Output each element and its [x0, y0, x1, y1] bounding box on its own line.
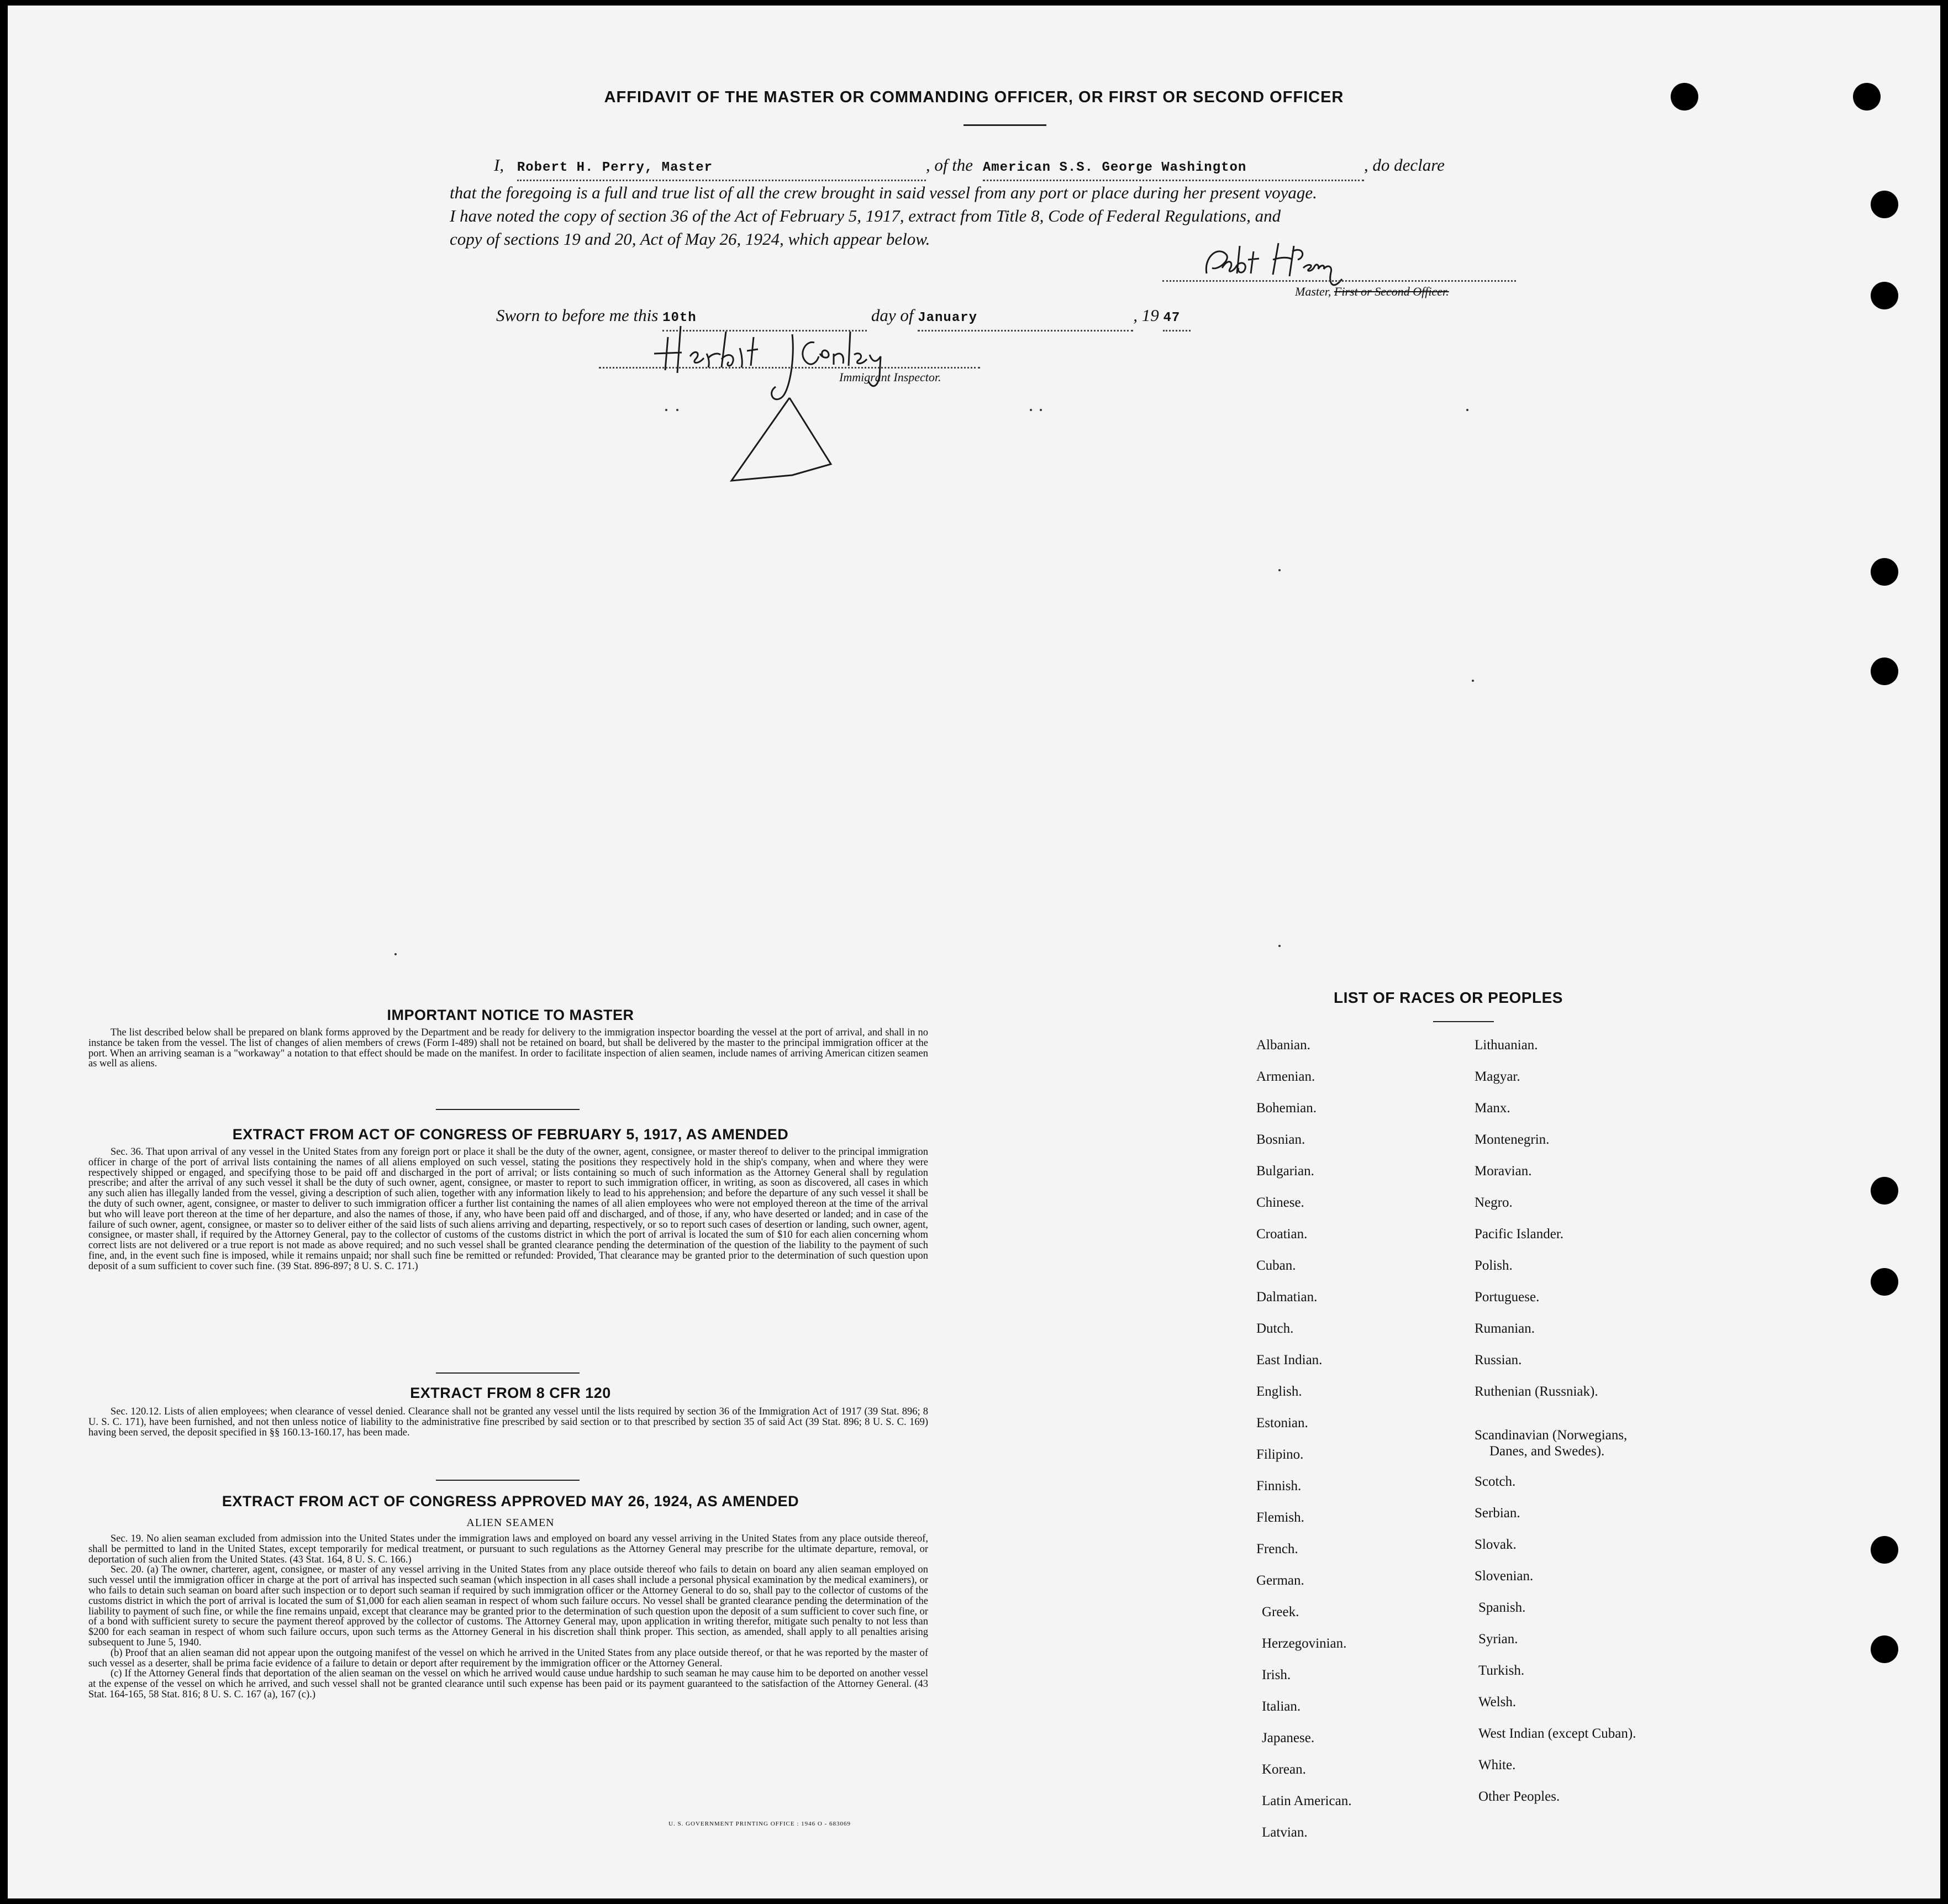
race-item: Irish. — [1262, 1668, 1291, 1682]
inspector-caption: Immigrant Inspector. — [839, 370, 941, 384]
race-item: Rumanian. — [1475, 1321, 1535, 1336]
alien-seamen-subtitle: ALIEN SEAMEN — [466, 1517, 555, 1529]
race-item: Bulgarian. — [1256, 1164, 1314, 1179]
race-item: Magyar. — [1475, 1069, 1520, 1084]
decl-line4: copy of sections 19 and 20, Act of May 26, 1924, which appear below. — [450, 229, 930, 249]
race-item: Korean. — [1262, 1762, 1306, 1777]
race-item: Manx. — [1475, 1101, 1510, 1116]
notice-paragraph: The list described below shall be prepared on blank forms approved by the Department and be ready for delivery to the immigration inspector boarding the vessel at the port of arrival, and shall in no instance be taken from the vessel. The list of changes of alien members of crews (Form I-489) shall not be retained on board, but shall be delivered by the master to the principal immigration officer at the port. When an arriving seaman is a "workaway" a notation to that effect should be made on the manifest. In order to facilitate inspection of alien seamen, include names of arriving American citizen seamen as well as aliens. — [88, 1027, 928, 1070]
race-item: Pacific Islander. — [1475, 1227, 1564, 1242]
race-item: German. — [1256, 1573, 1304, 1588]
race-item: Finnish. — [1256, 1479, 1302, 1493]
race-item: Herzegovinian. — [1262, 1636, 1347, 1651]
race-item: East Indian. — [1256, 1353, 1323, 1367]
race-item: White. — [1478, 1758, 1516, 1772]
master-signature-line — [1162, 280, 1516, 282]
race-item: Syrian. — [1478, 1632, 1518, 1647]
extract-8cfr-text — [88, 1407, 928, 1438]
race-item: Russian. — [1475, 1353, 1522, 1367]
race-item: Dutch. — [1256, 1321, 1294, 1336]
race-item: Polish. — [1475, 1258, 1513, 1273]
punch-hole — [1671, 83, 1698, 111]
extract-1917-paragraph: Sec. 36. That upon arrival of any vessel in the United States from any foreign port or place it shall be the duty of the owner, agent, consignee, or master thereof to deliver to the principal immigration officer in charge of the port of arrival lists containing the names of all aliens employed on such vessel, stating the positions they respectively hold in the ship's company, when and where they were respectively shipped or engaged, and specifying those to be paid off and discharged in the port of arrival; or lists containing so much of such information as the Attorney General shall by regulation prescribe; and after the arrival of any such vessel it shall be the duty of such owner, agent, consignee, or master to report to such immigration officer, in writing, as soon as discovered, all cases in which any such alien has illegally landed from the vessel, giving a description of such alien, together with any information likely to lead to his apprehension; and before the departure of any such vessel it shall be the duty of such owner, agent, consignee, or master to deliver to such immigration officer a further list containing the names of all alien employees who were not employed thereon at the time of the arrival but who will leave port thereon at the time of her departure, and also the names of those, if any, who have been paid off and discharged, and of those, if any, who have deserted or landed; and in case of the failure of such owner, agent, consignee, or master so to deliver either of the said lists of such aliens arriving and departing, respectively, or so to report such cases of desertion or landing, such owner, agent, consignee, or master shall, if required by the Attorney General, pay to the collector of customs of the customs district in which the port of arrival is located the sum of $10 for each alien concerning whom correct lists are not delivered or a true report is not made as above required; and no such vessel shall be granted clearance pending the determination of the question of the liability to the payment of such fine, and, in the event such fine is imposed, while it remains unpaid; nor shall such fine be remitted or refunded: Provided, That clearance may be granted prior to the determination of such question upon deposit of a sum sufficient to cover such fine. (39 Stat. 896-897; 8 U. S. C. 171.) — [88, 1146, 928, 1272]
notice-title: IMPORTANT NOTICE TO MASTER — [387, 1007, 634, 1023]
decl-line3: I have noted the copy of section 36 of the Act of February 5, 1917, extract from Title 8, Code of Federal Regulations, and — [450, 206, 1281, 225]
race-item: Welsh. — [1478, 1695, 1517, 1710]
speck — [394, 953, 397, 955]
decl-line2: that the foregoing is a full and true list of all the crew brought in said vessel from any port or place during her present voyage. — [450, 183, 1317, 202]
race-item: Serbian. — [1475, 1506, 1520, 1521]
extract-1917-title: EXTRACT FROM ACT OF CONGRESS OF FEBRUARY 5, 1917, AS AMENDED — [232, 1126, 789, 1143]
section-rule — [436, 1372, 580, 1374]
race-item: Latvian. — [1262, 1825, 1308, 1840]
sec-20b-paragraph: (b) Proof that an alien seaman did not appear upon the outgoing manifest of the vessel on which he arrived in the United States from any place outside thereof, or that he was reported by the master of such vessel as a deserter, shall be prima facie evidence of a failure to detain or deport after requirement by the immigration officer or the Attorney General. — [88, 1647, 928, 1669]
speck — [665, 409, 667, 411]
punch-hole — [1871, 558, 1898, 586]
extract-1924-title: EXTRACT FROM ACT OF CONGRESS APPROVED MAY 26, 1924, AS AMENDED — [222, 1493, 799, 1509]
speck — [1466, 409, 1468, 411]
speck — [1472, 680, 1474, 682]
race-item: Albanian. — [1256, 1038, 1310, 1053]
race-item: Turkish. — [1478, 1663, 1525, 1678]
races-rule — [1433, 1021, 1494, 1022]
race-item: Montenegrin. — [1475, 1132, 1550, 1147]
extract-1924-text — [88, 1534, 928, 1700]
race-item: West Indian (except Cuban). — [1478, 1726, 1636, 1741]
gpo-imprint: U. S. GOVERNMENT PRINTING OFFICE : 1946 O - 683069 — [668, 1821, 851, 1827]
decl-i: I, — [494, 155, 504, 175]
month-field — [918, 304, 1133, 332]
race-item: Dalmatian. — [1256, 1290, 1318, 1305]
speck — [1030, 409, 1032, 411]
day-of-label: day of — [871, 306, 914, 325]
race-item: English. — [1256, 1384, 1302, 1399]
section-rule — [436, 1480, 580, 1481]
race-item: Ruthenian (Russniak). — [1475, 1384, 1598, 1399]
title-rule — [964, 124, 1046, 126]
race-item: Bohemian. — [1256, 1101, 1317, 1116]
speck — [1278, 569, 1281, 571]
race-item: Bosnian. — [1256, 1132, 1305, 1147]
punch-hole — [1853, 83, 1881, 111]
punch-hole — [1871, 658, 1898, 685]
extract-8cfr-title: EXTRACT FROM 8 CFR 120 — [410, 1385, 611, 1401]
inspector-signature-line — [599, 367, 980, 369]
year-field — [1163, 304, 1191, 332]
speck — [1278, 945, 1281, 947]
punch-hole — [1871, 282, 1898, 309]
race-item: Japanese. — [1262, 1731, 1315, 1745]
race-item: Chinese. — [1256, 1195, 1304, 1210]
month-value: January — [918, 311, 978, 325]
punch-hole — [1871, 191, 1898, 218]
race-item: Filipino. — [1256, 1447, 1304, 1462]
sec-20c-paragraph: (c) If the Attorney General finds that deportation of the alien seaman on the vessel on which he arrived would cause undue hardship to such seaman he may cause him to be deported on another vessel at the expense of the vessel on which he arrived, and such vessel shall not be granted clearance until such expense has been paid or its payment guaranteed to the satisfaction of the Attorney General. (43 Stat. 164-165, 58 Stat. 816; 8 U. S. C. 167 (a), 167 (c).) — [88, 1668, 928, 1700]
race-item: Spanish. — [1478, 1600, 1526, 1615]
speck — [1040, 409, 1042, 411]
extract-8cfr-paragraph: Sec. 120.12. Lists of alien employees; when clearance of vessel denied. Clearance shall not be granted any vessel until the lists required by section 36 of the Immigration Act of 1917 (39 Stat. 896; 8 U. S. C. 171), have been furnished, and not then unless notice of liability to the administrative fine prescribed by said section or to that prescribed by section 35 of said Act (39 Stat. 896; 8 U. S. C. 169) having been served, the deposit specified in §§ 160.13-160.17, has been made. — [88, 1406, 928, 1438]
affidavit-title: AFFIDAVIT OF THE MASTER OR COMMANDING OFFICER, OR FIRST OR SECOND OFFICER — [604, 88, 1344, 106]
race-item: French. — [1256, 1542, 1298, 1556]
race-item: Lithuanian. — [1475, 1038, 1538, 1053]
master-name-field — [517, 154, 926, 181]
race-item: Greek. — [1262, 1605, 1299, 1619]
race-item: Italian. — [1262, 1699, 1301, 1714]
extract-1917-text — [88, 1147, 928, 1272]
notice-text — [88, 1028, 928, 1069]
race-item: Armenian. — [1256, 1069, 1315, 1084]
race-item: Flemish. — [1256, 1510, 1304, 1525]
race-item: Scandinavian (Norwegians, — [1475, 1428, 1628, 1443]
punch-hole — [1871, 1536, 1898, 1564]
section-rule — [436, 1109, 580, 1110]
officer-caption-struck: First or Second Officer. — [1334, 285, 1449, 298]
master-caption — [1295, 285, 1449, 299]
race-item: Moravian. — [1475, 1164, 1532, 1179]
master-caption-label: Master, — [1295, 285, 1331, 298]
race-item: Slovenian. — [1475, 1569, 1534, 1584]
year-prefix: , 19 — [1133, 306, 1159, 325]
race-item: Portuguese. — [1475, 1290, 1540, 1305]
inspector-signature — [649, 315, 903, 492]
race-item: Cuban. — [1256, 1258, 1296, 1273]
vessel-field — [983, 154, 1364, 181]
punch-hole — [1871, 1177, 1898, 1205]
race-item: Croatian. — [1256, 1227, 1308, 1242]
decl-do-declare: , do declare — [1363, 155, 1445, 175]
decl-of-the: , of the — [925, 155, 973, 175]
sec-19-paragraph: Sec. 19. No alien seaman excluded from admission into the United States under the immigration laws and employed on board any vessel arriving in the United States from any place outside thereof, shall be permitted to land in the United States, except temporarily for medical treatment, or pursuant to such regulations as the Attorney General may prescribe for the ultimate departure, removal, or deportation of such alien from the United States. (43 Stat. 164, 8 U. S. C. 166.) — [88, 1533, 928, 1565]
race-item: Negro. — [1475, 1195, 1513, 1210]
day-value: 10th — [662, 311, 697, 325]
sworn-label: Sworn to before me this — [496, 306, 659, 325]
master-name-value: Robert H. Perry, Master — [517, 160, 713, 175]
race-item: Slovak. — [1475, 1537, 1517, 1552]
race-item: Other Peoples. — [1478, 1789, 1560, 1804]
race-item: Danes, and Swedes). — [1489, 1444, 1605, 1459]
speck — [676, 409, 678, 411]
punch-hole — [1871, 1635, 1898, 1663]
races-title: LIST OF RACES OR PEOPLES — [1334, 989, 1563, 1006]
punch-hole — [1871, 1268, 1898, 1296]
vessel-value: American S.S. George Washington — [982, 160, 1247, 175]
race-item: Scotch. — [1475, 1474, 1516, 1489]
sec-20a-paragraph: Sec. 20. (a) The owner, charterer, agent, consignee, or master of any vessel arriving in the United States from any place outside thereof who fails to detain on board any alien seaman employed on such vessel until the immigration officer in charge at the port of arrival has inspected such seaman (which inspection in all cases shall include a personal physical examination by the medical examiners), or who fails to detain such seaman on board after such inspection or to deport such seaman if required by such immigration officer or the Attorney General to do so, shall pay to the collector of customs of the customs district in which the port of arrival is located the sum of $1,000 for each alien seaman in respect of whom such failure occurs. No vessel shall be granted clearance pending the determination of the liability to payment of such fine, or while the fine remains unpaid, except that clearance may be granted prior to the determination of such question upon the deposit of a sum sufficient to cover such fine, or of a bond with sufficient surety to secure the payment thereof approved by the collector of customs. The Attorney General may, upon application in writing therefor, mitigate such penalty to not less than $200 for each seaman in respect of whom such failure occurs, upon such terms as the Attorney General in his discretion shall think proper. This section, as amended, shall apply to all penalties arising subsequent to June 5, 1940. — [88, 1564, 928, 1648]
year-value: 47 — [1163, 311, 1181, 325]
document-page — [8, 6, 1940, 1898]
race-item: Latin American. — [1262, 1793, 1352, 1808]
race-item: Estonian. — [1256, 1416, 1308, 1430]
